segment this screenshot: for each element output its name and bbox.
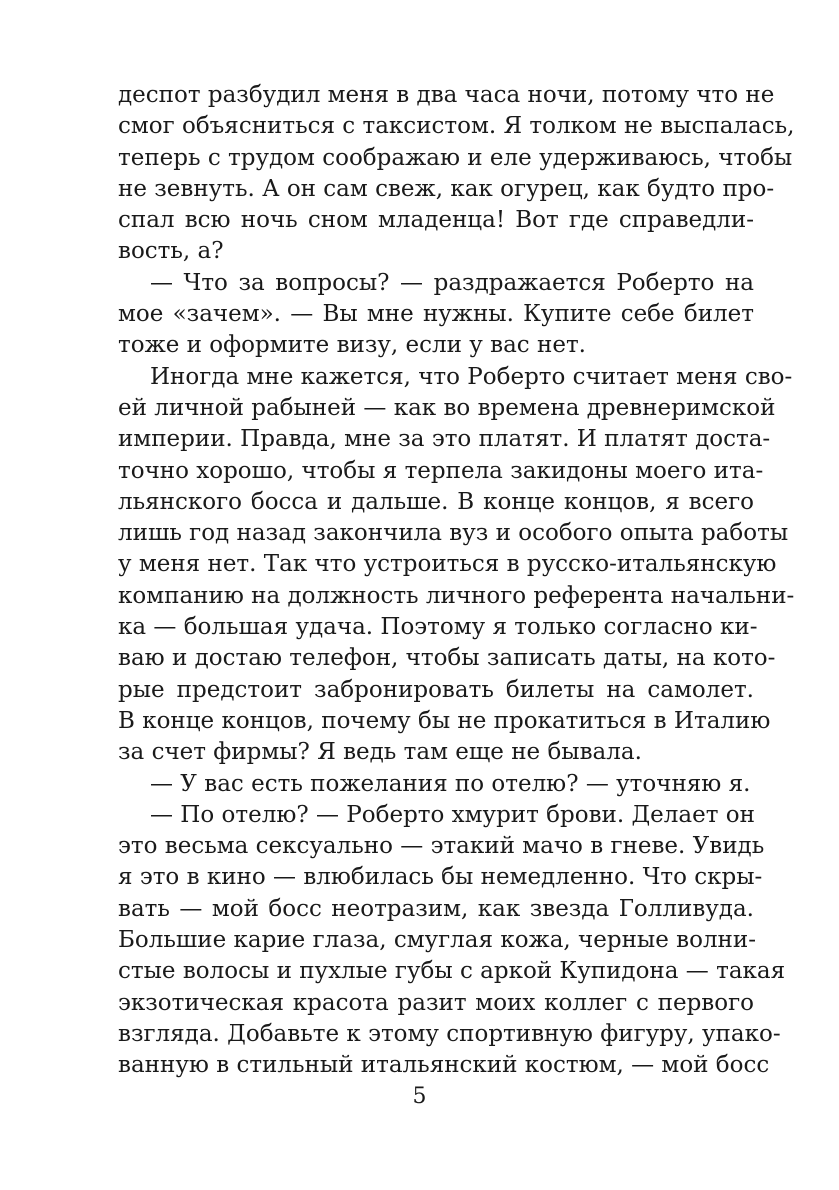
text-line: стые волосы и пухлые губы с аркой Купидона — такая [118, 958, 786, 985]
page-number: 5 [412, 1084, 427, 1109]
text-line: не зевнуть. А он сам свеж, как огурец, как будто про- [118, 175, 775, 202]
text-line: — По отелю? — Роберто хмурит брови. Делает он [150, 801, 755, 828]
text-line: у меня нет. Так что устроиться в русско-итальянскую [118, 551, 777, 578]
text-line: взгляда. Добавьте к этому спортивную фигуру, упако- [118, 1020, 781, 1047]
text-line: деспот разбудил меня в два часа ночи, потому что не [118, 82, 775, 108]
text-line: ваю и достаю телефон, чтобы записать даты, на кото- [118, 645, 776, 672]
text-line: В конце концов, почему бы не прокатиться в Италию [118, 707, 771, 734]
text-line: — Что за вопросы? — раздражается Роберто на [150, 269, 754, 296]
text-line: экзотическая красота разит моих коллег с первого [118, 989, 754, 1016]
text-line: Иногда мне кажется, что Роберто считает меня сво- [150, 363, 793, 390]
text-line: рые предстоит забронировать билеты на самолет. [118, 676, 754, 703]
text-line: — У вас есть пожелания по отелю? — уточняю я. [150, 770, 751, 797]
text-line: компанию на должность личного референта начальни- [118, 582, 795, 609]
page-body [118, 80, 795, 1082]
text-line: мое «зачем». — Вы мне нужны. Купите себе билет [118, 301, 754, 328]
text-line: лишь год назад закончила вуз и особого опыта работы [118, 520, 789, 547]
text-line: ка — большая удача. Поэтому я только согласно ки- [118, 614, 758, 641]
text-line: империи. Правда, мне за это платят. И платят доста- [118, 426, 771, 453]
text-line: теперь с трудом соображаю и еле удерживаюсь, чтобы [118, 144, 793, 171]
text-line: смог объясниться с таксистом. Я толком не выспалась, [118, 113, 795, 140]
text-line: ей личной рабыней — как во времена древнеримской [118, 394, 776, 421]
paragraph-5 [118, 800, 786, 1082]
text-line: точно хорошо, чтобы я терпела закидоны моего ита- [118, 457, 764, 484]
text-line: вать — мой босс неотразим, как звезда Голливуда. [118, 895, 754, 922]
text-line: льянского босса и дальше. В конце концов, я всего [118, 488, 754, 515]
text-line: это весьма сексуально — этакий мачо в гневе. Увидь [118, 833, 765, 860]
text-line: вость, а? [118, 238, 224, 265]
paragraph-4 [118, 769, 754, 800]
text-line: я это в кино — влюбилась бы немедленно. Что скры- [118, 864, 763, 891]
text-line: Большие карие глаза, смуглая кожа, черные волни- [118, 927, 756, 954]
paragraph-3 [118, 362, 795, 769]
text-line: ванную в стильный итальянский костюм, — мой босс [118, 1052, 770, 1079]
text-line: спал всю ночь сном младенца! Вот где справедли- [118, 207, 754, 234]
paragraph-2 [118, 268, 754, 362]
text-line: за счет фирмы? Я ведь там еще не бывала. [118, 739, 642, 766]
paragraph-1 [118, 80, 795, 268]
text-line: тоже и оформите визу, если у вас нет. [118, 332, 586, 359]
